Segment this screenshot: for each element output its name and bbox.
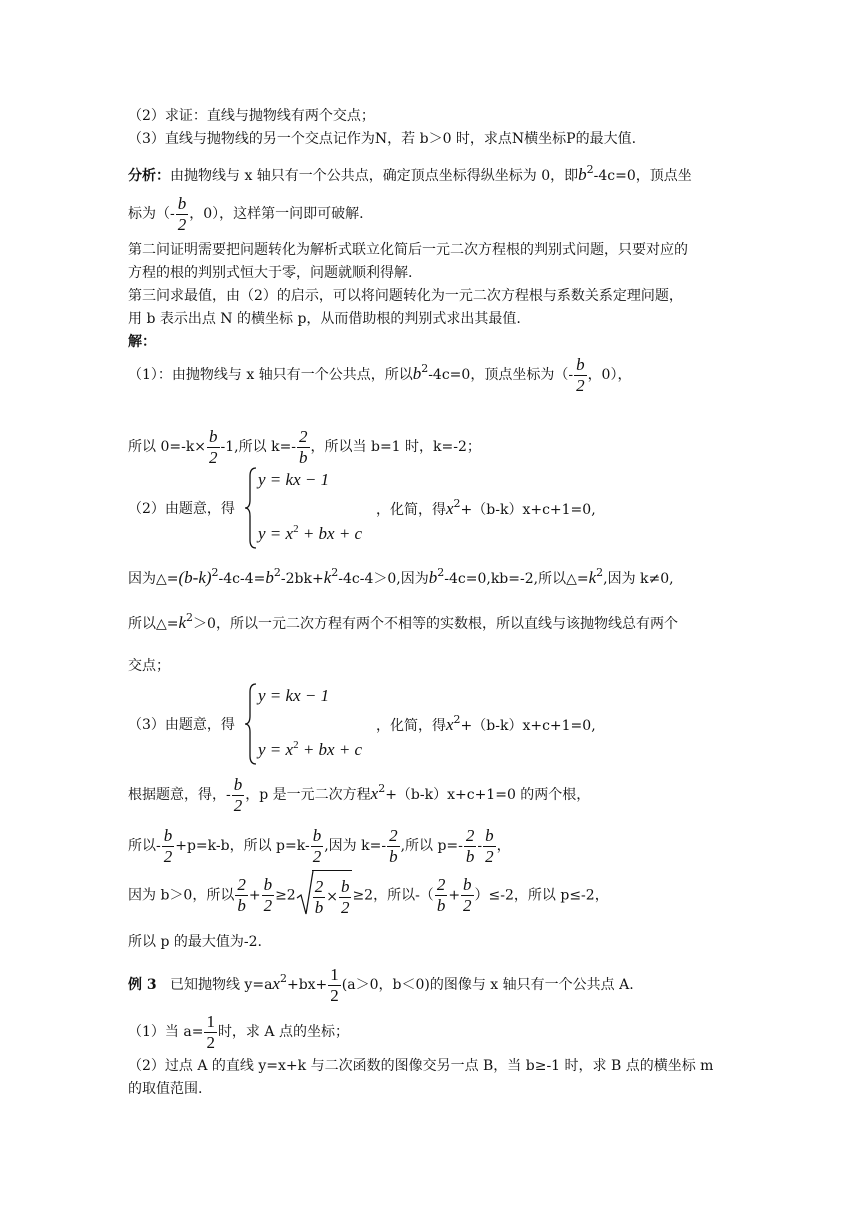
equation-parabola: $y = x^2$ + bx + c [258, 523, 363, 543]
solution-part-2-line-3: 所以$\triangle=k^2>0$，所以一元二次方程有两个不相等的实数根，所以直线与该抛物线总有两个 [128, 611, 678, 632]
fraction-b-over-2: $\frac{b}{2}$ [177, 193, 187, 234]
math-b: b [578, 165, 587, 184]
example-3-statement: 例 3 已知抛物线 $y=ax^2+bx+$ $\frac{1}{2}$ (a＞0，b＜0)的图像与 x 轴只有一个公共点 A. [128, 964, 634, 1005]
analysis-line-2: 标为（- $\frac{b}{2}$ ，0），这样第一问即可破解. [128, 193, 364, 234]
solution-conclusion: 所以 p 的最大值为-2. [128, 934, 262, 950]
solution-part-3-line-1: （3）由题意，得 [128, 717, 235, 733]
fraction-2-over-b: $\frac{2}{b}$ [299, 426, 308, 467]
equation-parabola: $y = x^2$ + bx + c [258, 739, 363, 759]
fraction-b-over-2: $\frac{b}{2}$ [209, 426, 218, 467]
solution-part-3-line-4: 因为 b＞0，所以 $\frac{2}{b}$ + $\frac{b}{2}$ ≥2 $\frac{2}{b}$ × $\frac{b}{2}$ ≥2，所以-（ $\frac{2}{b}$ + $\frac{b}{2}$ ）≤-2，所以 p≤-2， [128, 870, 609, 921]
equation-system-2 [244, 466, 374, 550]
example-3-question-2-line-2: 的取值范围. [128, 1081, 203, 1097]
radical-icon [296, 870, 314, 918]
solution-part-2-line-1: （2）由题意，得 [128, 501, 235, 517]
solution-part-1-line-2: 所以 0=-k× $\frac{b}{2}$ -1,所以 k=- $\frac{2}{b}$ ，所以当 b=1 时，k=-2； [128, 426, 481, 467]
solution-label: 解： [128, 334, 156, 350]
question-2: （2）求证：直线与抛物线有两个交点； [128, 108, 375, 124]
analysis-paragraph-3-line-1: 第三问求最值，由（2）的启示，可以将问题转化为一元二次方程根与系数关系定理问题， [128, 288, 683, 304]
example-3-question-1: （1）当 a= $\frac{1}{2}$ 时，求 A 点的坐标； [128, 1011, 349, 1052]
analysis-label: 分析： [128, 168, 170, 184]
solution-part-2-line-2: 因为$\triangle=(b-k)^2-4c-4=b^2-2bk+k^2-4c-4>0$,因为$b^2-4c=0,kb=-2$,所以$\triangle=k^2$,因为 k≠0, [128, 566, 674, 587]
solution-part-2-line-4: 交点； [128, 658, 170, 674]
brace-icon [244, 682, 258, 766]
solution-part-3-line-2: 根据题意，得，- $\frac{b}{2}$ ，p 是一元二次方程$x^2+(b-k)x+c+1=0$ 的两个根， [128, 774, 591, 815]
fraction-b-over-2: $\frac{b}{2}$ [576, 354, 585, 395]
question-3: （3）直线与抛物线的另一个交点记作为N，若 b＞0 时，求点N横坐标P的最大值. [128, 131, 637, 147]
solution-part-1-line-1: （1）：由抛物线与 x 轴只有一个公共点，所以$b^2-4c=0$，顶点坐标为（- $\frac{b}{2}$ ，0）， [128, 354, 632, 395]
solution-part-3-line-3: 所以- $\frac{b}{2}$ +p=k-b，所以 p=k- $\frac{b}{2}$ ,因为 k=- $\frac{2}{b}$ ,所以 p=- $\frac{2}{b}$ - $\frac{b}{2}$ ， [128, 825, 511, 866]
square-root: $\frac{2}{b}$ × $\frac{b}{2}$ [296, 870, 353, 921]
analysis-line-1: 分析：由抛物线与 x 轴只有一个公共点，确定顶点坐标得纵坐标为 0，即$b^2-4c=0$，顶点坐 [128, 163, 692, 184]
equation-system-3 [244, 682, 374, 766]
solution-part-3-simplify: ，化简，得$x^2+(b-k)x+c+1=0$, [376, 713, 596, 734]
equation-line: y = kx − 1 [258, 686, 330, 705]
brace-icon [244, 466, 258, 550]
equation-line: y = kx − 1 [258, 470, 330, 489]
example-3-question-2-line-1: （2）过点 A 的直线 y=x+k 与二次函数的图像交另一点 B，当 b≥-1 时，求 B 点的横坐标 m [128, 1058, 714, 1074]
analysis-paragraph-2-line-2: 方程的根的判别式恒大于零，问题就顺利得解. [128, 265, 413, 281]
analysis-paragraph-2-line-1: 第二问证明需要把问题转化为解析式联立化简后一元二次方程根的判别式问题，只要对应的 [128, 242, 688, 258]
example-3-label: 例 3 [128, 977, 157, 993]
analysis-paragraph-3-line-2: 用 b 表示出点 N 的横坐标 p，从而借助根的判别式求出其最值. [128, 311, 521, 327]
solution-part-2-simplify: ，化简，得$x^2+(b-k)x+c+1=0$, [376, 497, 596, 518]
